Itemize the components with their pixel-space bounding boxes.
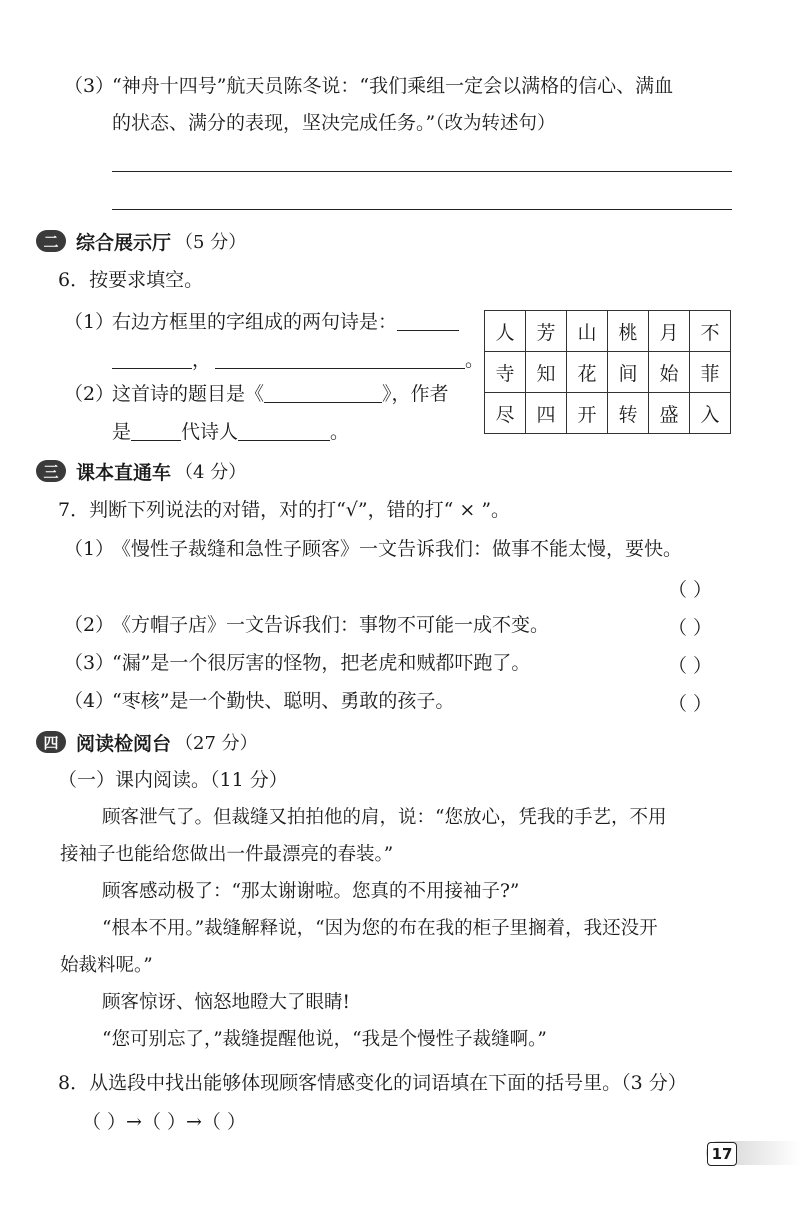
grid-cell: 间 — [608, 352, 649, 393]
q6-title: 6．按要求填空。 — [58, 269, 204, 291]
grid-cell: 盛 — [649, 393, 690, 434]
q7-4-answer-paren[interactable]: （ ） — [668, 693, 713, 715]
q7-4-text: “枣核”是一个勤快、聪明、勇敢的孩子。 — [112, 690, 455, 712]
grid-cell: 知 — [526, 352, 567, 393]
q7-title: 7．判断下列说法的对错，对的打“√”，错的打“ × ”。 — [58, 499, 511, 521]
q6-1-text: 右边方框里的字组成的两句诗是： — [112, 311, 398, 333]
q6-2-line2-a: 是 — [112, 421, 132, 443]
grid-cell: 入 — [690, 393, 731, 434]
q7-2-answer-paren[interactable]: （ ） — [668, 617, 713, 639]
q6-1-line2 — [112, 348, 484, 372]
section-3-badge: 三 — [36, 460, 66, 482]
q6-1-line1 — [112, 310, 459, 334]
grid-cell: 芳 — [526, 311, 567, 352]
q7-1-text: 《慢性子裁缝和急性子顾客》一文告诉我们：做事不能太慢，要快。 — [112, 538, 683, 560]
passage-line: 顾客惊讶、恼怒地瞪大了眼睛! — [102, 992, 350, 1013]
q5-3-instruction: （改为转述句） — [435, 113, 556, 134]
section-4-title: 阅读检阅台 — [76, 732, 172, 755]
grid-cell: 人 — [485, 311, 526, 352]
q6-2-text-a: 这首诗的题目是《 — [112, 383, 265, 405]
q6-1-number: （1） — [64, 311, 115, 333]
q6-1-blank-3[interactable] — [215, 348, 465, 369]
q6-2-title-blank[interactable] — [264, 382, 382, 403]
q5-3-number: （3） — [64, 75, 115, 97]
q7-2-number: （2） — [64, 614, 115, 636]
q5-3-line1: “神舟十四号”航天员陈冬说：“我们乘组一定会以满格的信心、满血 — [112, 75, 674, 97]
section-4-score: （27 分） — [175, 733, 258, 754]
grid-cell: 转 — [608, 393, 649, 434]
passage-line: “您可别忘了，”裁缝提醒他说，“我是个慢性子裁缝啊。” — [102, 1029, 547, 1050]
q6-2-line2-b: 代诗人 — [181, 421, 239, 443]
grid-cell: 月 — [649, 311, 690, 352]
passage-line: 顾客泄气了。但裁缝又拍拍他的肩，说：“您放心，凭我的手艺，不用 — [102, 807, 667, 828]
passage-line: 接袖子也能给您做出一件最漂亮的春装。” — [60, 844, 394, 865]
grid-cell: 四 — [526, 393, 567, 434]
grid-cell: 尽 — [485, 393, 526, 434]
grid-cell: 寺 — [485, 352, 526, 393]
q7-1-number: （1） — [64, 538, 115, 560]
section-2-badge: 二 — [36, 230, 66, 252]
q8-title: 8．从选段中找出能够体现顾客情感变化的词语填在下面的括号里。（3 分） — [58, 1072, 687, 1094]
q6-1-blank-1[interactable] — [397, 310, 459, 331]
q7-1-answer-paren[interactable]: （ ） — [668, 579, 713, 601]
answer-line-2[interactable] — [112, 209, 732, 210]
section-4-badge: 四 — [36, 731, 66, 753]
character-grid — [484, 310, 731, 434]
grid-cell: 花 — [567, 352, 608, 393]
passage-line: 始裁料呢。” — [60, 955, 153, 976]
section-3-title: 课本直通车 — [76, 461, 172, 484]
section-4-header — [36, 729, 258, 755]
q7-2-text: 《方帽子店》一文告诉我们：事物不可能一成不变。 — [112, 614, 550, 636]
q6-2-line1 — [112, 382, 449, 406]
q6-2-poet-blank[interactable] — [238, 420, 330, 441]
grid-cell: 桃 — [608, 311, 649, 352]
grid-cell: 山 — [567, 311, 608, 352]
passage-line: “根本不用。”裁缝解释说，“因为您的布在我的柜子里搁着，我还没开 — [102, 918, 658, 939]
q6-2-number: （2） — [64, 383, 115, 405]
q6-2-line2-c: 。 — [330, 421, 350, 443]
q6-1-period: 。 — [465, 349, 485, 371]
answer-line-1[interactable] — [112, 171, 732, 172]
section-3-header — [36, 458, 246, 484]
q6-1-blank-2[interactable] — [112, 348, 192, 369]
q7-3-number: （3） — [64, 652, 115, 674]
q6-2-text-b: 》，作者 — [382, 383, 449, 405]
q6-2-dynasty-blank[interactable] — [131, 420, 181, 441]
section-2-score: （5 分） — [175, 232, 247, 253]
grid-cell: 不 — [690, 311, 731, 352]
section-2-header — [36, 228, 246, 254]
q6-1-comma: ， — [192, 349, 212, 371]
grid-cell: 始 — [649, 352, 690, 393]
q8-answer-blanks[interactable]: （ ）→（ ）→（ ） — [82, 1111, 246, 1133]
grid-cell: 开 — [567, 393, 608, 434]
part-1-heading: （一）课内阅读。（11 分） — [58, 769, 288, 791]
q5-3-line2-text: 的状态、满分的表现，坚决完成任务。” — [112, 112, 436, 134]
q7-4-number: （4） — [64, 690, 115, 712]
q7-3-text: “漏”是一个很厉害的怪物，把老虎和贼都吓跑了。 — [112, 652, 531, 674]
section-2-title: 综合展示厅 — [76, 231, 172, 254]
section-3-score: （4 分） — [175, 462, 247, 483]
q6-2-line2 — [112, 420, 349, 444]
q7-3-answer-paren[interactable]: （ ） — [668, 655, 713, 677]
passage-line: 顾客感动极了：“那太谢谢啦。您真的不用接袖子?” — [102, 881, 520, 902]
q5-3-line2 — [112, 111, 555, 136]
page-number: 17 — [707, 1142, 737, 1166]
grid-cell: 菲 — [690, 352, 731, 393]
